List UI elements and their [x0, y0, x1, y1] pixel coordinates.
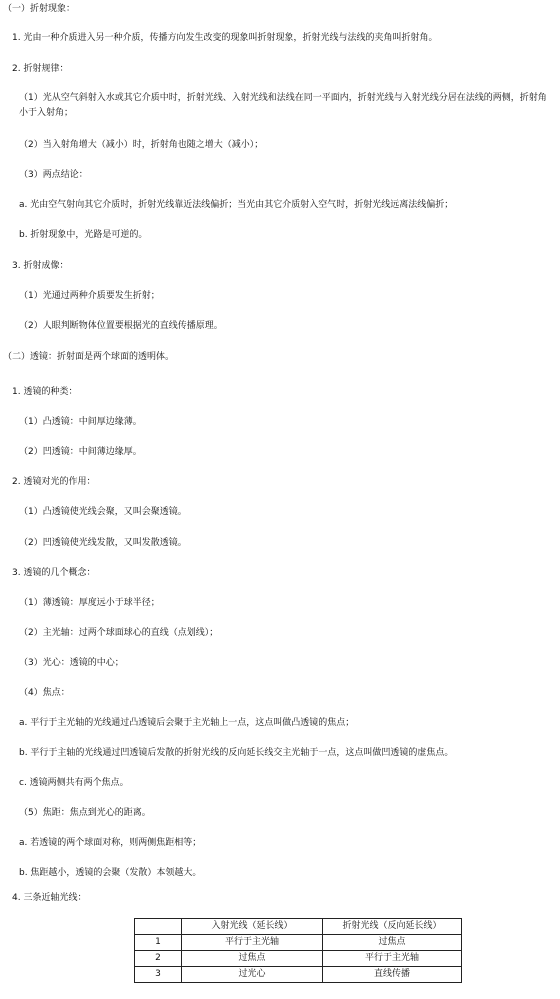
table-row — [135, 951, 462, 967]
rule-1: （1）光从空气斜射入水或其它介质中时，折射光线、入射光线和法线在同一平面内，折射光线与入射光线分居在法线的两侧，折射角小于入射角； — [19, 93, 547, 118]
item-refraction-definition: 1. 光由一种介质进入另一种介质，传播方向发生改变的现象叫折射现象，折射光线与法线的夹角叫折射角。 — [12, 33, 438, 43]
table-cell: 平行于主光轴 — [323, 951, 462, 967]
lens-kind-concave: （2）凹透镜：中间薄边缘厚。 — [19, 447, 142, 457]
table-header-cell — [135, 919, 182, 935]
conclusion-a: a. 光由空气射向其它介质时，折射光线靠近法线偏折；当光由其它介质射入空气时，折射光线远离法线偏折； — [19, 200, 454, 210]
concept-focus-c: c. 透镜两侧共有两个焦点。 — [19, 778, 129, 788]
table-header-cell: 折射光线（反向延长线） — [323, 919, 462, 935]
concept-focal-length-a: a. 若透镜的两个球面对称，则两侧焦距相等； — [19, 838, 202, 848]
lens-effect-concave: （2）凹透镜使光线发散，又叫发散透镜。 — [19, 538, 187, 548]
concept-focus: （4）焦点： — [19, 688, 70, 698]
conclusion-b: b. 折射现象中，光路是可逆的。 — [19, 230, 148, 240]
table-cell: 1 — [135, 935, 182, 951]
rule-3: （3）两点结论： — [19, 170, 88, 180]
rule-2: （2）当入射角增大（减小）时，折射角也随之增大（减小）； — [19, 140, 264, 150]
concept-thin-lens: （1）薄透镜：厚度远小于球半径； — [19, 598, 160, 608]
table-row — [135, 967, 462, 983]
item-refraction-imaging: 3. 折射成像： — [12, 261, 69, 271]
table-cell: 3 — [135, 967, 182, 983]
lens-effect: 2. 透镜对光的作用： — [12, 477, 96, 487]
heading-lens: （二）透镜：折射面是两个球面的透明体。 — [3, 352, 175, 362]
table-cell: 平行于主光轴 — [182, 935, 323, 951]
rays-table — [134, 918, 462, 983]
table-cell: 过焦点 — [182, 951, 323, 967]
lens-effect-convex: （1）凸透镜使光线会聚，又叫会聚透镜。 — [19, 507, 187, 517]
table-cell: 2 — [135, 951, 182, 967]
table-cell: 过光心 — [182, 967, 323, 983]
three-rays: 4. 三条近轴光线： — [12, 893, 87, 903]
concept-optical-center: （3）光心：透镜的中心； — [19, 658, 124, 668]
concept-principal-axis: （2）主光轴：过两个球面球心的直线（点划线）； — [19, 628, 219, 638]
concept-focal-length-b: b. 焦距越小，透镜的会聚（发散）本领越大。 — [19, 868, 202, 878]
table-cell: 过焦点 — [323, 935, 462, 951]
heading-refraction: （一）折射现象： — [3, 4, 76, 14]
table-header-row — [135, 919, 462, 935]
table-cell: 直线传播 — [323, 967, 462, 983]
item-refraction-law: 2. 折射规律： — [12, 64, 69, 74]
imaging-2: （2）人眼判断物体位置要根据光的直线传播原理。 — [19, 321, 223, 331]
table-row — [135, 935, 462, 951]
imaging-1: （1）光通过两种介质要发生折射； — [19, 291, 160, 301]
lens-concepts: 3. 透镜的几个概念： — [12, 568, 96, 578]
table-header-cell: 入射光线（延长线） — [182, 919, 323, 935]
concept-focus-b: b. 平行于主轴的光线通过凹透镜后发散的折射光线的反向延长线交主光轴于一点，这点叫做凹透镜的虚焦点。 — [19, 748, 454, 758]
concept-focus-a: a. 平行于主光轴的光线通过凸透镜后会聚于主光轴上一点，这点叫做凸透镜的焦点； — [19, 718, 355, 728]
lens-kinds: 1. 透镜的种类： — [12, 387, 78, 397]
concept-focal-length: （5）焦距：焦点到光心的距离。 — [19, 808, 151, 818]
lens-kind-convex: （1）凸透镜：中间厚边缘薄。 — [19, 417, 142, 427]
